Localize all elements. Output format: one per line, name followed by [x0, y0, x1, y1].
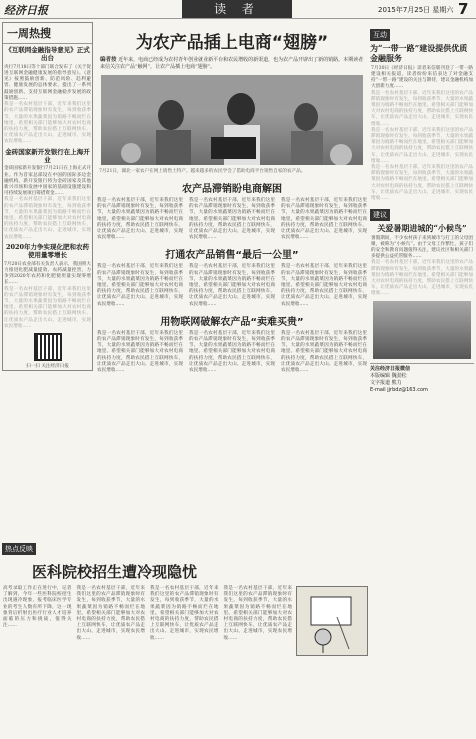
- left-column: [2, 22, 93, 534]
- bottom-article: [2, 536, 368, 737]
- right-filler-2: 我是一名农村基层干部，近年来我们这里的农产品滞销现象时有发生，每到收获季节，大量的水果蔬菜因为销路不畅而烂在地里。希望相关部门能够加大对农村电商的扶持力度，帮助农民搭上互联网快车，让优质农产品走出大山、走进城市，实现农民增收……: [371, 127, 473, 164]
- section-title-3: 用物联网破解农产品“卖难买贵”: [160, 316, 304, 328]
- cartoon-drawing: [297, 587, 367, 655]
- letter-text-2b: 我是一名农村基层干部，近年来我们这里的农产品滞销现象时有发生，每到收获季节，大量的水果蔬菜因为销路不畅而烂在地里。希望相关部门能够加大对农村电商的扶持力度，帮助农民搭上互联网快车，让优质农产品走出大山、走进城市，实现农民增收……: [189, 264, 275, 307]
- interaction-tag: 互动: [370, 29, 390, 41]
- cartoon-illustration: [296, 586, 368, 656]
- newspaper-logo: 经济日报: [4, 4, 48, 17]
- editor-note-text: 近年来，电商已经成为农村青年创业就业新平台和农民增收的新渠道，也为农产品开辟出了新的销路。本期读者来信关注农产品“触网”，让农产品插上电商“翅膀”。: [100, 57, 364, 70]
- right-filler-4: 我是一名农村基层干部，近年来我们这里的农产品滞销现象时有发生，每到收获季节，大量的水果蔬菜因为销路不畅而烂在地里。希望相关部门能够加大对农村电商的扶持力度，帮助农民搭上互联网快车，让优质农产品走出大山、走进城市，实现农民增收……: [371, 260, 473, 297]
- bottom-text-row: [2, 586, 368, 656]
- right-filler-3: 我是一名农村基层干部，近年来我们这里的农产品滞销现象时有发生，每到收获季节，大量的水果蔬菜因为销路不畅而烂在地里。希望相关部门能够加大对农村电商的扶持力度，帮助农民搭上互联网快车，让优质农产品走出大山、走进城市，实现农民增收……: [371, 165, 473, 202]
- weekly-hot-tag: 一周热搜: [3, 23, 92, 44]
- news-filler-1: 我是一名农村基层干部，近年来我们这里的农产品滞销现象时有发生，每到收获季节，大量的水果蔬菜因为销路不畅而烂在地里。希望相关部门能够加大对农村电商的扶持力度，帮助农民搭上互联网快车，让优质农产品走出大山、走进城市，实现农民增收……: [4, 102, 91, 145]
- section-title-2: 打通农产品销售“最后一公里”: [165, 250, 299, 262]
- news-title-3: 2020年力争实现化肥和农药使用量零增长: [5, 242, 90, 260]
- news-filler-3: 我是一名农村基层干部，近年来我们这里的农产品滞销现象时有发生，每到收获季节，大量的水果蔬菜因为销路不畅而烂在地里。希望相关部门能够加大对农村电商的扶持力度，帮助农民搭上互联网快车，让优质农产品走出大山、走进城市，实现农民增收……: [4, 286, 91, 329]
- news-filler-2: 我是一名农村基层干部，近年来我们这里的农产品滞销现象时有发生，每到收获季节，大量的水果蔬菜因为销路不畅而烂在地里。希望相关部门能够加大对农村电商的扶持力度，帮助农民搭上互联网快车，让优质农产品走出大山、走进城市，实现农民增收……: [4, 197, 91, 240]
- issue-date: 2015年7月25日 星期六: [378, 6, 454, 14]
- bottom-text-b: 我是一名农村基层干部，近年来我们这里的农产品滞销现象时有发生，每到收获季节，大量的水果蔬菜因为销路不畅而烂在地里。希望相关部门能够加大对农村电商的扶持力度，帮助农民搭上互联网快车，让优质农产品走出大山、走进城市，实现农民增收……: [76, 586, 145, 641]
- bottom-text-a: 高考录取工作正在进行中，记者了解到，今年一些医科院校招生出现遇冷现象，报考临床医学专业的考生人数有所下降，这一现象背后折射出医疗行业人才培养面临的压力和挑战，值得关注……: [3, 586, 72, 629]
- hot-report-tag: 热点反映: [2, 543, 36, 555]
- right-title-2: 关爱暑期进城的“小候鸟”: [377, 223, 467, 234]
- right-title-1: 为“一带一路”建设提供优质金融服务: [370, 43, 468, 64]
- bottom-text-d: 我是一名农村基层干部，近年来我们这里的农产品滞销现象时有发生，每到收获季节，大量的水果蔬菜因为销路不畅而烂在地里。希望相关部门能够加大对农村电商的扶持力度，帮助农民搭上互联网快车，让优质农产品走出大山、走进城市，实现农民增收……: [223, 586, 292, 641]
- news-text-3: 7月20日农业部有关负责人表示，我国将大力推进化肥减量提效、农药减量控害，力争到2020年农药和化肥使用量实现零增长……: [4, 261, 91, 286]
- right-text-1: 7月30日《经济日报》读者来信版刊登了一带一路建设相关报道，读者纷纷来信表达了对金融支持“一带一路”建设的关注与期待，建议金融机构加大创新力度……: [371, 65, 473, 90]
- weekly-hot-box: [2, 22, 93, 371]
- news-title-2: 金砖国家新开发银行在上海开业: [5, 147, 90, 164]
- letters-row-1: [96, 198, 368, 241]
- right-filler-1: 我是一名农村基层干部，近年来我们这里的农产品滞销现象时有发生，每到收获季节，大量的水果蔬菜因为销路不畅而烂在地里。希望相关部门能够加大对农村电商的扶持力度，帮助农民搭上互联网快车，让优质农产品走出大山、走进城市，实现农民增收……: [371, 90, 473, 127]
- editor-note-label: 编者按: [100, 57, 117, 63]
- letter-text-1c: 我是一名农村基层干部，近年来我们这里的农产品滞销现象时有发生，每到收获季节，大量的水果蔬菜因为销路不畅而烂在地里。希望相关部门能够加大对农村电商的扶持力度，帮助农民搭上互联网快车，让优质农产品走出大山、走进城市，实现农民增收……: [281, 198, 367, 241]
- photo-illustration: [101, 75, 363, 165]
- letter-text-1b: 我是一名农村基层干部，近年来我们这里的农产品滞销现象时有发生，每到收获季节，大量的水果蔬菜因为销路不畅而烂在地里。希望相关部门能够加大对农村电商的扶持力度，帮助农民搭上互联网快车，让优质农产品走出大山、走进城市，实现农民增收……: [189, 198, 275, 241]
- news-title-1: 《互联网金融指导意见》正式出台: [5, 46, 90, 63]
- news-text-1: 央行7月18日等十部门联合发布了《关于促进互联网金融健康发展的指导意见》。《意见》按照鼓励创新、防范风险、趋利避害、健康发展的总体要求，提出了一系列鼓励创新、支持互联网金融稳步发展的政策措施……: [4, 64, 91, 101]
- section-name: 读 者: [182, 0, 292, 18]
- right-photo: [373, 301, 471, 359]
- main-headline: 为农产品插上电商“翅膀”: [135, 33, 329, 53]
- right-text-2: 暑假期间，不少农村孩子来到城市与打工的父母团聚，被称为“小候鸟”。由于父母工作繁忙，孩子们的安全和教育问题值得关注，建议社区和相关部门多提供公益托管服务……: [371, 235, 473, 260]
- letters-row-3: [96, 331, 368, 374]
- farmer-ecommerce-photo: [101, 75, 363, 165]
- letter-text-2c: 我是一名农村基层干部，近年来我们这里的农产品滞销现象时有发生，每到收获季节，大量的水果蔬菜因为销路不畅而烂在地里。希望相关部门能够加大对农村电商的扶持力度，帮助农民搭上互联网快车，让优质农产品走出大山、走进城市，实现农民增收……: [281, 264, 367, 307]
- right-column: [370, 22, 474, 737]
- letter-text-3b: 我是一名农村基层干部，近年来我们这里的农产品滞销现象时有发生，每到收获季节，大量的水果蔬菜因为销路不畅而烂在地里。希望相关部门能够加大对农村电商的扶持力度，帮助农民搭上互联网快车，让优质农产品走出大山、走进城市，实现农民增收……: [189, 330, 275, 374]
- letters-row-2: [96, 264, 368, 307]
- page-number: 7: [458, 0, 469, 18]
- reporter-name: 文字报道 熊力: [370, 379, 402, 386]
- letter-text-1a: 我是一名农村基层干部，近年来我们这里的农产品滞销现象时有发生，每到收获季节，大量的水果蔬菜因为销路不畅而烂在地里。希望相关部门能够加大对农村电商的扶持力度，帮助农民搭上互联网快车，让优质农产品走出大山、走进城市，实现农民增收……: [97, 198, 183, 241]
- page-header: [0, 0, 476, 19]
- letter-text-3a: 我是一名农村基层干部，近年来我们这里的农产品滞销现象时有发生，每到收获季节，大量的水果蔬菜因为销路不畅而烂在地里。希望相关部门能够加大对农村电商的扶持力度，帮助农民搭上互联网快车，让优质农产品走出大山、走进城市，实现农民增收……: [97, 330, 183, 374]
- contact-email[interactable]: E-mail jjrbdz@163.com: [370, 386, 428, 393]
- news-text-2: 金砖国家新开发银行7月21日在上海正式开业。作为首家总部设在中国的国际多边金融机构，新开发银行将为金砖国家及其他新兴市场和发展中国家的基础设施建设和可持续发展项目筹措资金……: [4, 166, 91, 197]
- qr-label: 扫一扫 关注经济日报: [26, 363, 69, 369]
- main-column: [96, 22, 368, 534]
- wechat-heading: 关注经济日报微信: [370, 365, 411, 372]
- photo-caption: 7月21日，湖北一家农户在网上销售土特产。越来越多的农民学会了借助电商平台销售自家的农产品。: [99, 169, 306, 174]
- letter-text-3c: 我是一名农村基层干部，近年来我们这里的农产品滞销现象时有发生，每到收获季节，大量的水果蔬菜因为销路不畅而烂在地里。希望相关部门能够加大对农村电商的扶持力度，帮助农民搭上互联网快车，让优质农产品走出大山、走进城市，实现农民增收……: [281, 330, 367, 374]
- editor-signature: [370, 363, 474, 394]
- letter-text-2a: 我是一名农村基层干部，近年来我们这里的农产品滞销现象时有发生，每到收获季节，大量的水果蔬菜因为销路不畅而烂在地里。希望相关部门能够加大对农村电商的扶持力度，帮助农民搭上互联网快车，让优质农产品走出大山、走进城市，实现农民增收……: [97, 264, 183, 307]
- editor-name: 本版编辑 魏劲松: [370, 372, 407, 379]
- suggestion-tag: 建议: [370, 209, 390, 221]
- qr-code-icon[interactable]: [34, 333, 62, 361]
- bottom-text-c: 我是一名农村基层干部，近年来我们这里的农产品滞销现象时有发生，每到收获季节，大量的水果蔬菜因为销路不畅而烂在地里。希望相关部门能够加大对农村电商的扶持力度，帮助农民搭上互联网快车，让优质农产品走出大山、走进城市，实现农民增收……: [150, 586, 219, 641]
- editor-note: [96, 57, 368, 71]
- section-title-1: 农产品滞销盼电商解困: [182, 184, 282, 195]
- bottom-headline: 医科院校招生遭冷现隐忧: [32, 563, 198, 581]
